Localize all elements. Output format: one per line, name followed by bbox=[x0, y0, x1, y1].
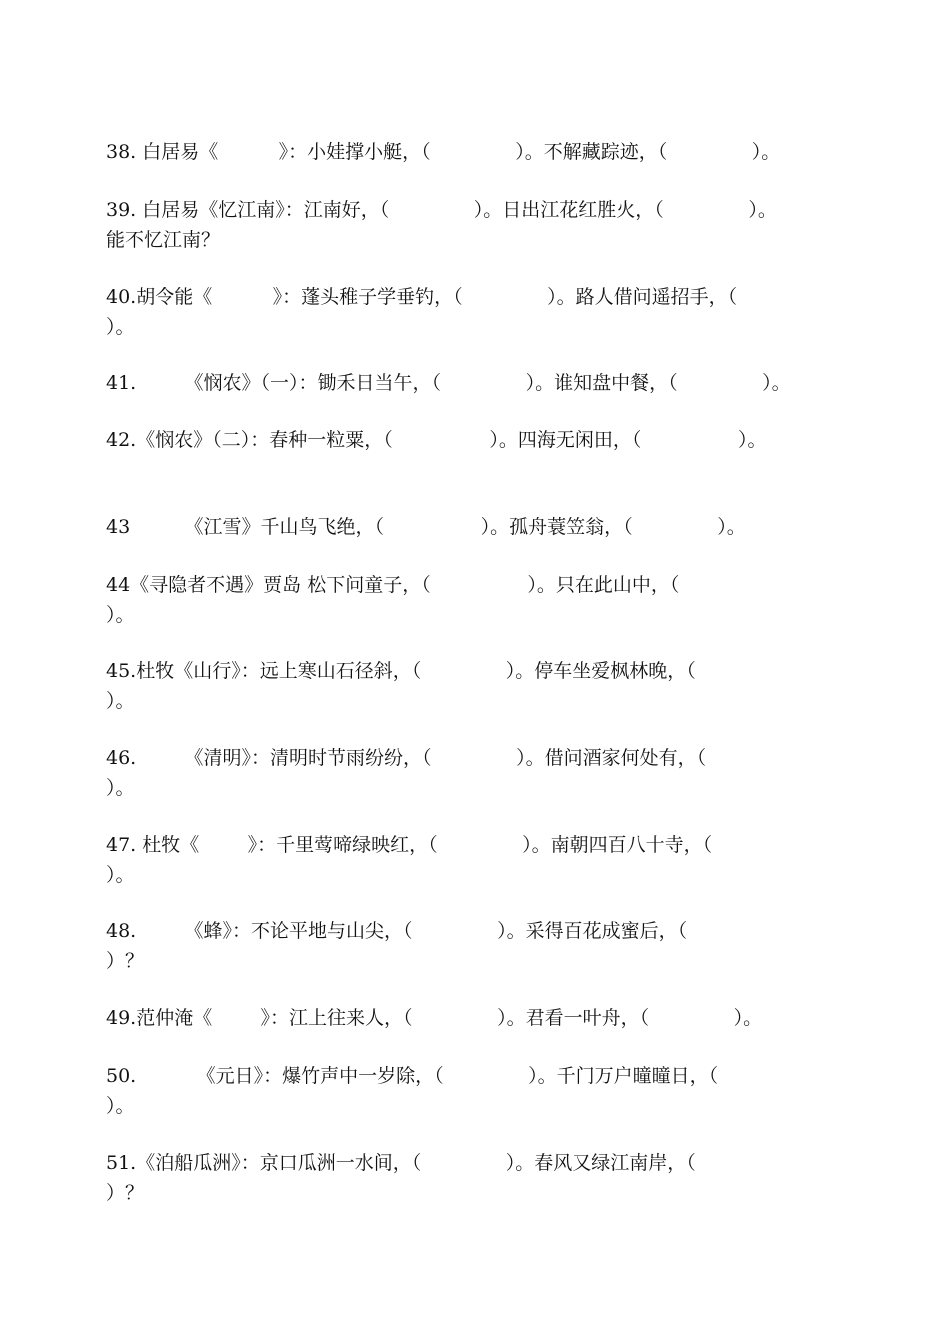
question-41-line1: 41. 《悯农》（一）：锄禾日当午，（ ）。谁知盘中餐，（ ）。 bbox=[106, 372, 791, 394]
question-50-line1: 50. 《元日》：爆竹声中一岁除，（ ）。千门万户曈曈日，（ bbox=[106, 1065, 719, 1087]
question-47-line2: ）。 bbox=[106, 864, 135, 886]
question-47-line1: 47. 杜牧《 》：千里莺啼绿映红，（ ）。南朝四百八十寺，（ bbox=[106, 834, 713, 856]
question-51-line2: ）？ bbox=[106, 1182, 145, 1204]
question-45 bbox=[106, 656, 856, 716]
question-39-line1: 39. 白居易《忆江南》：江南好，（ ）。日出江花红胜火，（ ）。 bbox=[106, 199, 777, 221]
question-44 bbox=[106, 570, 856, 630]
question-50 bbox=[106, 1061, 856, 1121]
question-39 bbox=[106, 195, 856, 255]
question-46-line2: ）。 bbox=[106, 777, 135, 799]
question-44-line2: ）。 bbox=[106, 604, 135, 626]
question-48-line1: 48. 《蜂》：不论平地与山尖，（ ）。采得百花成蜜后，（ bbox=[106, 920, 688, 942]
question-38 bbox=[106, 137, 856, 167]
question-43-line1: 43 《江雪》千山鸟飞绝，（ ）。孤舟蓑笠翁，（ ）。 bbox=[106, 516, 746, 538]
question-45-line1: 45.杜牧《山行》：远上寒山石径斜，（ ）。停车坐爱枫林晚，（ bbox=[106, 660, 696, 682]
question-48-line2: ）？ bbox=[106, 950, 145, 972]
question-40 bbox=[106, 282, 856, 342]
question-47 bbox=[106, 830, 856, 890]
question-45-line2: ）。 bbox=[106, 690, 135, 712]
question-42 bbox=[106, 425, 856, 455]
question-41 bbox=[106, 368, 856, 398]
question-40-line2: ）。 bbox=[106, 316, 135, 338]
question-51-line1: 51.《泊船瓜洲》：京口瓜洲一水间，（ ）。春风又绿江南岸，（ bbox=[106, 1152, 696, 1174]
question-40-line1: 40.胡令能《 》：蓬头稚子学垂钓，（ ）。路人借问遥招手，（ bbox=[106, 286, 738, 308]
question-42-line1: 42.《悯农》（二）：春种一粒粟，（ ）。四海无闲田，（ ）。 bbox=[106, 429, 767, 451]
question-46 bbox=[106, 743, 856, 803]
question-44-line1: 44《寻隐者不遇》贾岛 松下问童子，（ ）。只在此山中，（ bbox=[106, 574, 680, 596]
question-39-line2: 能不忆江南？ bbox=[106, 229, 221, 251]
question-38-line1: 38. 白居易《 》：小娃撑小艇，（ ）。不解藏踪迹，（ ）。 bbox=[106, 141, 781, 163]
question-48 bbox=[106, 916, 856, 976]
question-46-line1: 46. 《清明》：清明时节雨纷纷，（ ）。借问酒家何处有，（ bbox=[106, 747, 707, 769]
question-49 bbox=[106, 1003, 856, 1033]
question-50-line2: ）。 bbox=[106, 1095, 135, 1117]
question-51 bbox=[106, 1148, 856, 1208]
question-43 bbox=[106, 512, 856, 542]
question-49-line1: 49.范仲淹《 》：江上往来人，（ ）。君看一叶舟，（ ）。 bbox=[106, 1007, 763, 1029]
